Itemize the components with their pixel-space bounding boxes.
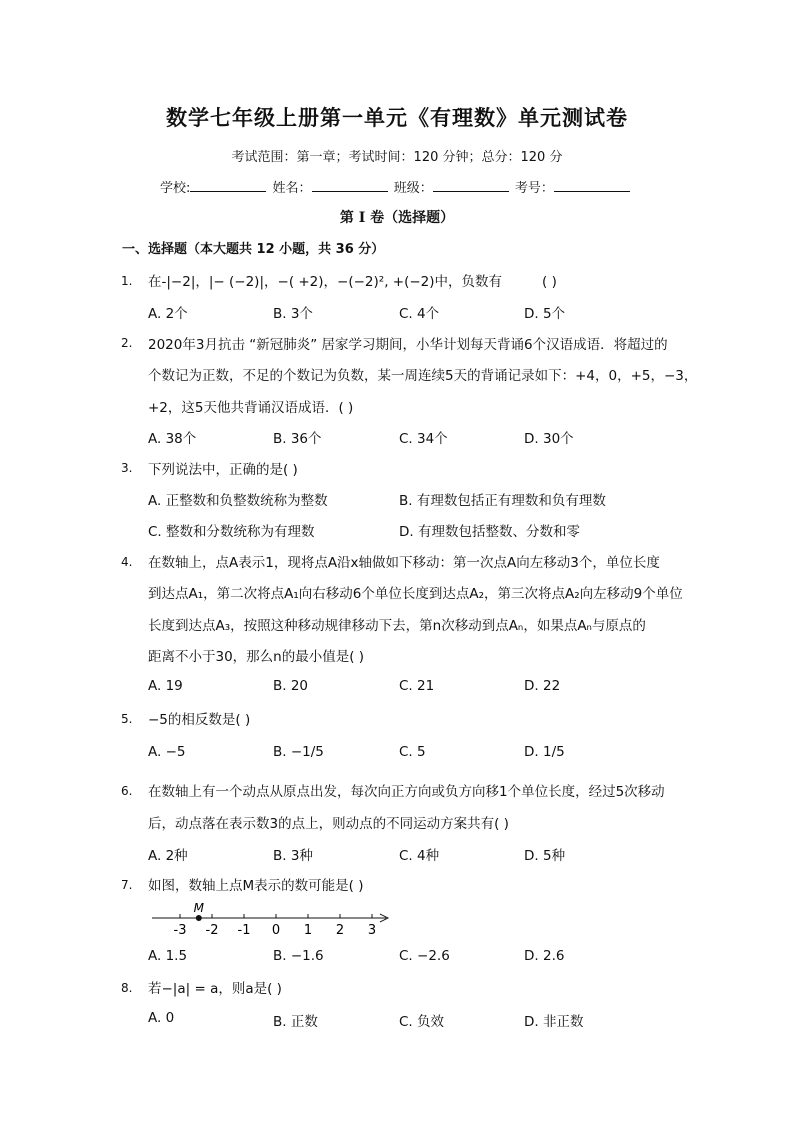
axis-tick-label: 2 (335, 923, 345, 938)
question-text: −5的相反数是( ) (148, 712, 251, 728)
student-fields (160, 177, 632, 196)
option-c[interactable]: C. 5 (399, 744, 426, 760)
option-c[interactable]: C. 4个 (399, 306, 440, 322)
question-text: 如图，数轴上点M表示的数可能是( ) (148, 878, 364, 894)
option-c[interactable]: C. −2.6 (399, 948, 450, 964)
point-m-label: M (193, 901, 204, 915)
option-a[interactable]: A. −5 (148, 744, 186, 760)
question-line: 在数轴上有一个动点从原点出发，每次向正方向或负方向移1个单位长度，经过5次移动 (148, 784, 665, 800)
option-b[interactable]: B. 3种 (273, 848, 313, 864)
exam-title: 数学七年级上册第一单元《有理数》单元测试卷 (166, 105, 628, 130)
option-d[interactable]: D. 5个 (524, 306, 566, 322)
question-number: 3. (121, 461, 133, 475)
question-line: 2020年3月抗击 “新冠肺炎” 居家学习期间，小华计划每天背诵6个汉语成语．将超过的 (148, 337, 668, 353)
option-c[interactable]: C. 负效 (399, 1014, 445, 1030)
option-a[interactable]: A. 2个 (148, 306, 188, 322)
question-text: 下列说法中，正确的是( ) (148, 462, 298, 478)
axis-tick-label: 1 (303, 923, 313, 938)
name-blank[interactable] (312, 178, 388, 192)
class-label: 班级： (393, 181, 433, 196)
axis-tick-label: -1 (237, 923, 251, 938)
option-b[interactable]: B. 20 (273, 678, 309, 694)
question-line: 距离不小于30，那么n的最小值是( ) (148, 649, 365, 665)
option-c[interactable]: C. 21 (399, 678, 435, 694)
question-line: 个数记为正数，不足的个数记为负数，某一周连续5天的背诵记录如下：+4，0，+5，−3， (148, 368, 698, 384)
option-a[interactable]: A. 正整数和负整数统称为整数 (148, 493, 328, 509)
question-number: 4. (121, 555, 133, 569)
option-c[interactable]: C. 34个 (399, 431, 448, 447)
axis-tick-label: -3 (173, 923, 187, 938)
axis-tick-label: -2 (205, 923, 219, 938)
number-label: 考号： (514, 181, 554, 196)
exam-info: 考试范围：第一章；考试时间：120 分钟；总分：120 分 (231, 150, 563, 165)
class-blank[interactable] (433, 178, 509, 192)
option-c[interactable]: C. 4种 (399, 848, 440, 864)
option-d[interactable]: D. 有理数包括整数、分数和零 (399, 524, 580, 540)
name-label: 姓名： (272, 181, 312, 196)
section-heading: 第 I 卷（选择题） (339, 210, 455, 226)
question-line: 到达点A₁，第二次将点A₁向右移动6个单位长度到达点A₂，第三次将点A₂向左移动9个单位 (148, 586, 683, 602)
question-number: 5. (121, 712, 133, 726)
option-b[interactable]: B. 3个 (273, 306, 313, 322)
option-b[interactable]: B. 正数 (273, 1014, 318, 1030)
question-line: 后，动点落在表示数3的点上，则动点的不同运动方案共有( ) (148, 816, 509, 832)
option-d[interactable]: D. 5种 (524, 848, 566, 864)
option-b[interactable]: B. 有理数包括正有理数和负有理数 (399, 493, 606, 509)
option-d[interactable]: D. 30个 (524, 431, 574, 447)
question-number: 8. (121, 981, 133, 995)
question-number: 1. (121, 274, 133, 288)
question-number: 2. (121, 336, 133, 350)
option-b[interactable]: B. 36个 (273, 431, 322, 447)
option-d[interactable]: D. 22 (524, 678, 561, 694)
question-text: 若−|a| = a，则a是( ) (148, 981, 282, 997)
question-line: 在数轴上，点A表示1，现将点A沿x轴做如下移动：第一次点A向左移动3个，单位长度 (148, 555, 660, 571)
school-blank[interactable] (190, 178, 266, 192)
axis-tick-label: 0 (271, 923, 281, 938)
part-heading: 一、选择题（本大题共 12 小题，共 36 分） (122, 242, 385, 257)
option-a[interactable]: A. 1.5 (148, 948, 188, 964)
option-a[interactable]: A. 19 (148, 678, 183, 694)
option-a[interactable]: A. 0 (148, 1010, 175, 1026)
option-b[interactable]: B. −1/5 (273, 744, 324, 760)
axis-tick-label: 3 (367, 923, 377, 938)
school-label: 学校: (160, 181, 191, 196)
question-line: 长度到达点A₃，按照这种移动规律移动下去，第n次移动到点Aₙ，如果点Aₙ与原点的 (148, 618, 646, 634)
option-d[interactable]: D. 非正数 (524, 1014, 584, 1030)
option-a[interactable]: A. 38个 (148, 431, 197, 447)
number-line-figure (148, 898, 398, 940)
option-d[interactable]: D. 2.6 (524, 948, 565, 964)
question-number: 6. (121, 784, 133, 798)
option-d[interactable]: D. 1/5 (524, 744, 565, 760)
point-m (196, 915, 202, 921)
option-c[interactable]: C. 整数和分数统称为有理数 (148, 524, 315, 540)
option-b[interactable]: B. −1.6 (273, 948, 324, 964)
question-text: 在-|−2|，|− (−2)|，−( +2)，−(−2)², +(−2)中，负数有 ( ) (148, 274, 557, 290)
question-line: +2，这5天他共背诵汉语成语．( ) (148, 400, 354, 416)
question-number: 7. (121, 878, 133, 892)
number-blank[interactable] (554, 178, 630, 192)
option-a[interactable]: A. 2种 (148, 848, 188, 864)
